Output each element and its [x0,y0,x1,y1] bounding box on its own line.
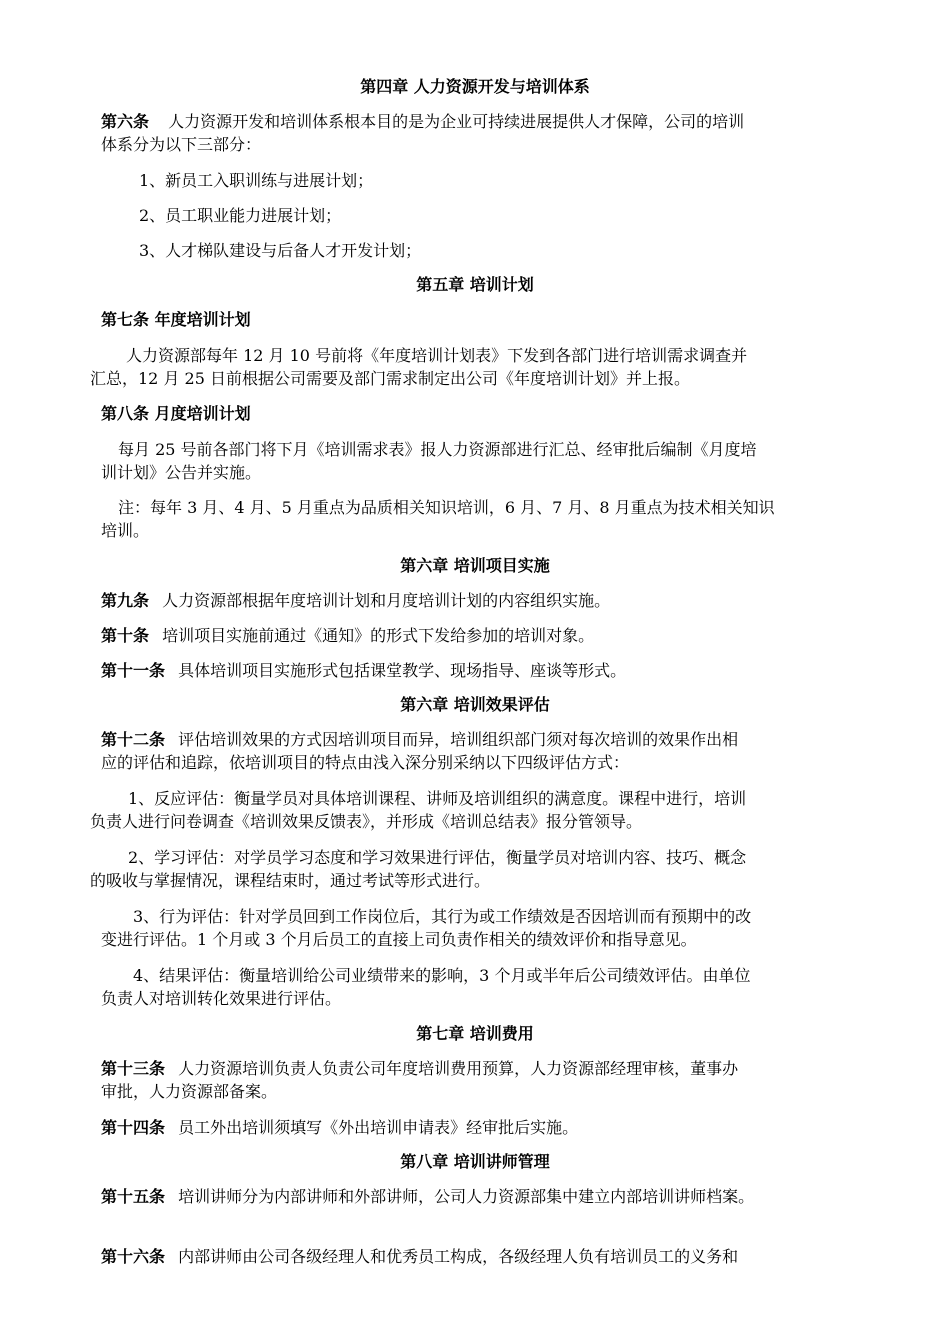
article-9 [101,590,610,612]
note-text-2: 培训。 [101,521,150,540]
article-6-line-1 [101,111,744,133]
article-6-text-2: 体系分为以下三部分： [101,135,262,154]
article-10-label: 第十条 [101,626,150,645]
article-9-text: 人力资源部根据年度培训计划和月度培训计划的内容组织实施。 [162,591,611,610]
article-15-label: 第十五条 [101,1187,166,1206]
eval-1-text-2: 负责人进行问卷调查《培训效果反馈表》，并形成《培训总结表》报分管领导。 [90,812,643,831]
article-7-text-1: 人力资源部每年 12 月 10 号前将《年度培训计划表》下发到各部门进行培训需求调查并 [126,346,748,365]
article-6-label: 第六条 [101,112,150,131]
chapter-4-title: 第四章 人力资源开发与培训体系 [360,77,590,96]
article-13-label: 第十三条 [101,1059,166,1078]
article-8-text-2: 训计划》公告并实施。 [101,463,262,482]
eval-2-text-2: 的吸收与掌握情况，课程结束时，通过考试等形式进行。 [90,871,491,890]
article-11 [101,660,626,682]
eval-4-text-2: 负责人对培训转化效果进行评估。 [101,989,342,1008]
eval-4-text-1: 4、结果评估：衡量培训给公司业绩带来的影响，3 个月或半年后公司绩效评估。由单位 [133,966,751,985]
article-6-item-3: 3、人才梯队建设与后备人才开发计划； [139,241,422,260]
chapter-5-title: 第五章 培训计划 [416,275,534,294]
article-11-text: 具体培训项目实施形式包括课堂教学、现场指导、座谈等形式。 [178,661,627,680]
article-9-label: 第九条 [101,591,150,610]
article-13-text-1: 人力资源培训负责人负责公司年度培训费用预算，人力资源部经理审核，董事办 [178,1059,739,1078]
article-12-label: 第十二条 [101,730,166,749]
chapter-7-title: 第七章 培训费用 [416,1024,534,1043]
article-6-item-1: 1、新员工入职训练与进展计划； [139,171,374,190]
eval-3-text-2: 变进行评估。1 个月或 3 个月后员工的直接上司负责作相关的绩效评价和指导意见。 [101,930,697,949]
article-16-text: 内部讲师由公司各级经理人和优秀员工构成，各级经理人负有培训员工的义务和 [178,1247,739,1266]
article-12-text-2: 应的评估和追踪，依培训项目的特点由浅入深分别采纳以下四级评估方式： [101,753,630,772]
article-8-text-1: 每月 25 号前各部门将下月《培训需求表》报人力资源部进行汇总、经审批后编制《月度培 [118,440,757,459]
article-14-text: 员工外出培训须填写《外出培训申请表》经审批后实施。 [178,1118,579,1137]
article-12-text-1: 评估培训效果的方式因培训项目而异，培训组织部门须对每次培训的效果作出相 [178,730,739,749]
article-12-line-1 [101,729,738,751]
chapter-6b-title: 第六章 培训效果评估 [400,695,550,714]
article-13-text-2: 审批，人力资源部备案。 [101,1082,278,1101]
article-10 [101,625,594,647]
chapter-8-title: 第八章 培训讲师管理 [400,1152,550,1171]
eval-3-text-1: 3、行为评估：针对学员回到工作岗位后，其行为或工作绩效是否因培训而有预期中的改 [133,907,752,926]
article-16-label: 第十六条 [101,1247,166,1266]
article-16 [101,1246,738,1268]
article-6-text-1: 人力资源开发和培训体系根本目的是为企业可持续进展提供人才保障，公司的培训 [168,112,745,131]
article-7-label: 第七条 年度培训计划 [101,310,251,329]
article-6-item-2: 2、员工职业能力进展计划； [139,206,342,225]
article-14 [101,1117,578,1139]
article-14-label: 第十四条 [101,1118,166,1137]
article-15 [101,1186,754,1208]
article-15-text: 培训讲师分为内部讲师和外部讲师，公司人力资源部集中建立内部培训讲师档案。 [178,1187,755,1206]
article-11-label: 第十一条 [101,661,166,680]
article-8-label: 第八条 月度培训计划 [101,404,251,423]
eval-1-text-1: 1、反应评估：衡量学员对具体培训课程、讲师及培训组织的满意度。课程中进行，培训 [128,789,747,808]
article-10-text: 培训项目实施前通过《通知》的形式下发给参加的培训对象。 [162,626,595,645]
chapter-6a-title: 第六章 培训项目实施 [400,556,550,575]
eval-2-text-1: 2、学习评估：对学员学习态度和学习效果进行评估，衡量学员对培训内容、技巧、概念 [128,848,747,867]
article-13-line-1 [101,1058,738,1080]
note-text-1: 注：每年 3 月、4 月、5 月重点为品质相关知识培训，6 月、7 月、8 月重点为技术相关知识 [118,498,775,517]
article-7-text-2: 汇总，12 月 25 日前根据公司需要及部门需求制定出公司《年度培训计划》并上报。 [90,369,690,388]
